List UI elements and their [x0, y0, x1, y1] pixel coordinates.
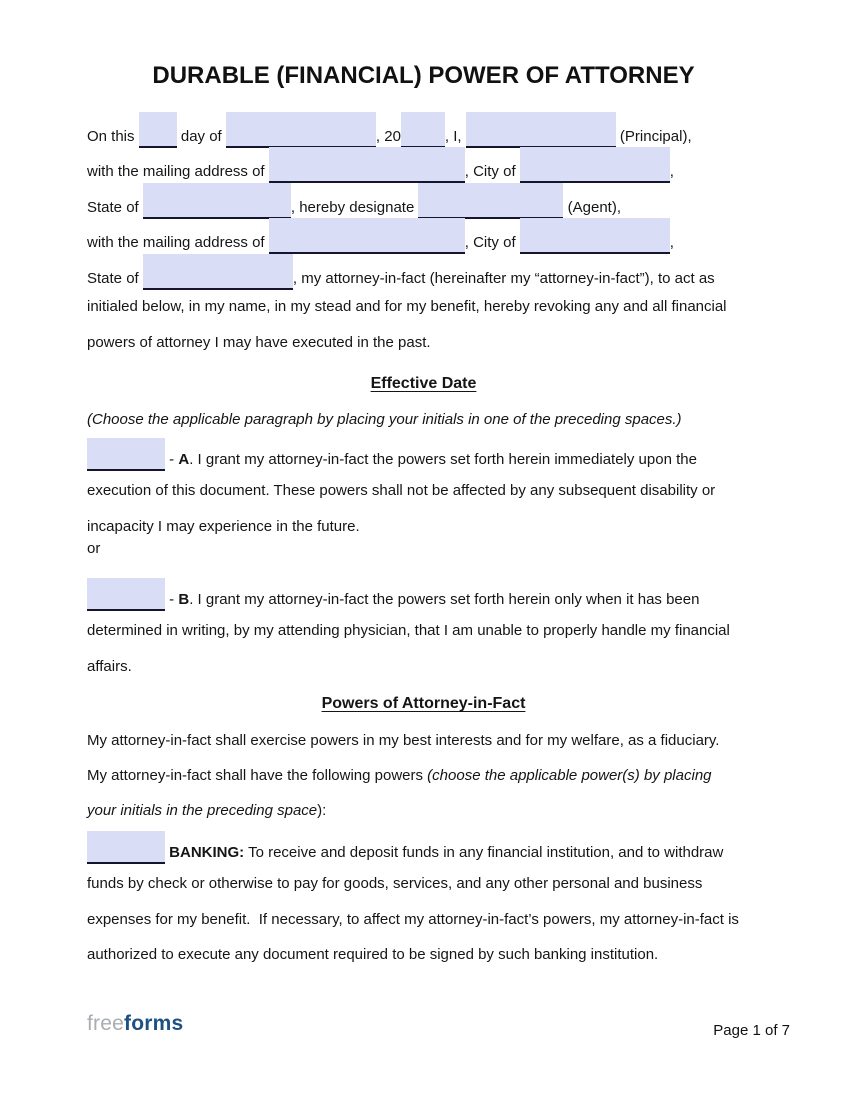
- document-title: DURABLE (FINANCIAL) POWER OF ATTORNEY: [152, 62, 695, 89]
- field-agent-address[interactable]: [269, 218, 465, 254]
- field-agent-state[interactable]: [143, 254, 293, 290]
- banking-line-3: expenses for my benefit. If necessary, to affect my attorney-in-fact’s powers, my attorney-in-fact is: [87, 910, 739, 928]
- banking-line-2: funds by check or otherwise to pay for goods, services, and any other personal and business: [87, 875, 703, 893]
- powers-intro-regular: My attorney-in-fact shall have the following powers: [87, 767, 428, 784]
- field-day[interactable]: [139, 112, 177, 148]
- powers-intro-italic-2: your initials in the preceding space: [87, 802, 318, 820]
- field-principal-name[interactable]: [466, 112, 616, 148]
- field-principal-city[interactable]: [520, 147, 670, 183]
- opening-line-4: [87, 218, 762, 253]
- field-initials-option-b[interactable]: [87, 578, 165, 611]
- text-i: , I,: [444, 128, 466, 145]
- option-a-line-1: [87, 438, 762, 473]
- text-principal-tag: (Principal),: [615, 128, 692, 145]
- banking-label: BANKING:: [169, 844, 245, 861]
- powers-intro-line-3: [87, 793, 762, 828]
- powers-intro-paragraph-2: [87, 758, 762, 829]
- freeforms-logo: [87, 1011, 183, 1037]
- field-principal-address[interactable]: [269, 147, 465, 183]
- option-b-line-3: affairs.: [87, 657, 132, 675]
- text-day-of: day of: [176, 128, 226, 145]
- field-year[interactable]: [401, 112, 445, 148]
- opening-line-6: initialed below, in my name, in my stead and for my benefit, hereby revoking any and all financial: [87, 298, 727, 316]
- opening-line-5: [87, 254, 762, 289]
- powers-heading-text: Powers of Attorney-in-Fact: [321, 695, 526, 712]
- option-b-text-1: . I grant my attorney-in-fact the powers set forth herein only when it has been: [189, 591, 700, 608]
- banking-line-1: [87, 831, 762, 866]
- field-principal-state[interactable]: [143, 183, 291, 219]
- text-agent-address-label: with the mailing address of: [87, 234, 269, 252]
- text-hereby-designate: , hereby designate: [290, 198, 419, 216]
- text-year-prefix: , 20: [375, 128, 401, 145]
- effective-date-heading-text: Effective Date: [370, 375, 477, 392]
- option-b-dash: -: [165, 591, 179, 608]
- powers-intro-end: ):: [317, 802, 327, 820]
- text-on-this: On this: [87, 128, 139, 145]
- powers-intro-line-1: My attorney-in-fact shall exercise powers in my best interests and for my welfare, as a fiduciary.: [87, 732, 720, 749]
- powers-heading: [0, 686, 847, 721]
- opening-line-2: [87, 147, 762, 182]
- field-initials-option-a[interactable]: [87, 438, 165, 471]
- powers-intro-italic-1: (choose the applicable power(s) by placing: [427, 767, 712, 784]
- effective-date-instruction: (Choose the applicable paragraph by placing your initials in one of the preceding spaces.): [87, 411, 682, 428]
- text-agent-city-label: , City of: [464, 234, 520, 252]
- text-principal-state-label: State of: [87, 198, 143, 216]
- field-agent-city[interactable]: [520, 218, 670, 254]
- option-a-label: A: [178, 451, 190, 468]
- opening-paragraph: [87, 112, 762, 360]
- option-a-paragraph: [87, 438, 762, 544]
- text-comma: ,: [669, 163, 674, 181]
- text-agent-state-label: State of: [87, 269, 143, 287]
- option-b-line-2: determined in writing, by my attending physician, that I am unable to properly handle my financial: [87, 622, 730, 640]
- option-a-dash: -: [165, 451, 179, 468]
- logo-free-text: free: [87, 1012, 124, 1035]
- option-b-paragraph: [87, 578, 762, 684]
- powers-intro-line-2: [87, 758, 762, 793]
- page-indicator: Page 1 of 7: [713, 1022, 790, 1039]
- text-agent-tag: (Agent),: [563, 198, 621, 216]
- text-comma: ,: [669, 234, 674, 252]
- banking-text-1: To receive and deposit funds in any financial institution, and to withdraw: [244, 844, 724, 861]
- effective-date-heading: [0, 366, 847, 401]
- opening-line-7: powers of attorney I may have executed in the past.: [87, 333, 431, 351]
- option-b-label: B: [178, 591, 190, 608]
- logo-forms-text: forms: [124, 1012, 184, 1035]
- opening-line-1: [87, 112, 762, 147]
- field-month[interactable]: [226, 112, 376, 148]
- field-agent-name[interactable]: [418, 183, 563, 219]
- text-principal-address-label: with the mailing address of: [87, 163, 269, 181]
- text-principal-city-label: , City of: [464, 163, 520, 181]
- opening-line-3: [87, 183, 762, 218]
- text-attorney-in-fact-clause: , my attorney-in-fact (hereinafter my “attorney-in-fact”), to act as: [292, 269, 715, 287]
- option-b-line-1: [87, 578, 762, 613]
- banking-line-4: authorized to execute any document required to be signed by such banking institution.: [87, 946, 659, 964]
- banking-power-paragraph: [87, 831, 762, 973]
- option-a-line-3: incapacity I may experience in the future.: [87, 517, 360, 535]
- or-separator: or: [87, 540, 101, 557]
- field-initials-banking[interactable]: [87, 831, 165, 864]
- option-a-line-2: execution of this document. These powers shall not be affected by any subsequent disability or: [87, 482, 716, 500]
- option-a-text-1: . I grant my attorney-in-fact the powers set forth herein immediately upon the: [189, 451, 697, 468]
